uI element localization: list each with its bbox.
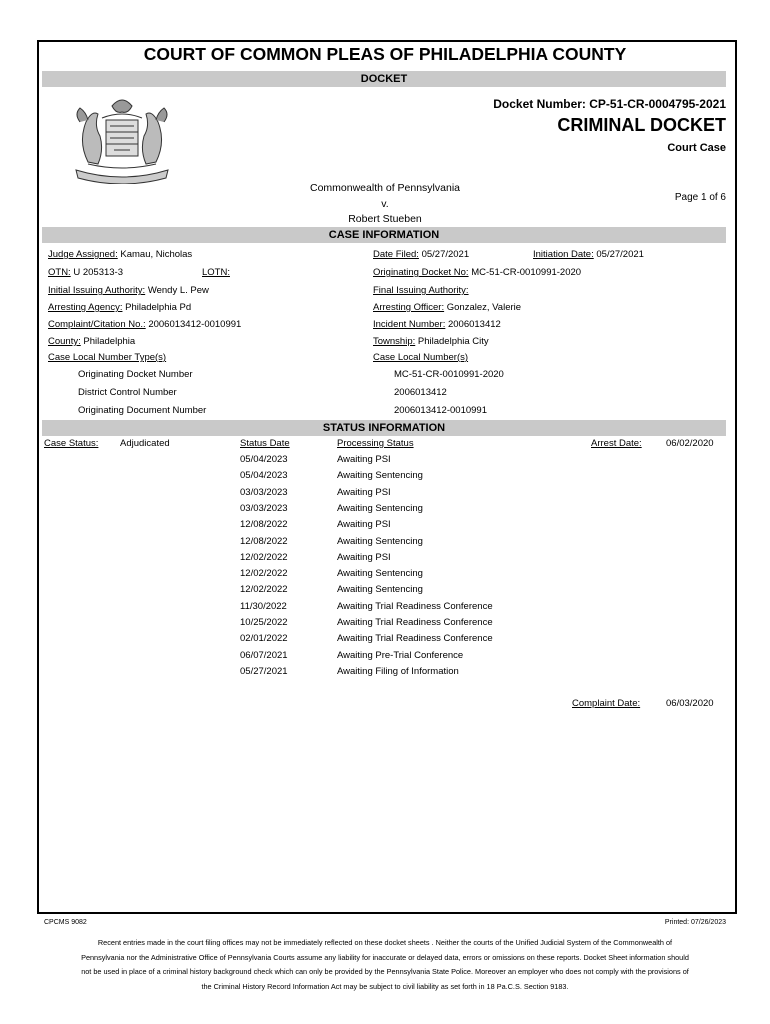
- docket-bar: DOCKET: [42, 71, 726, 87]
- status-date-cell: 10/25/2022: [240, 617, 288, 628]
- processing-status-cell: Awaiting Sentencing: [337, 568, 423, 580]
- status-date-header: Status Date: [240, 438, 290, 449]
- local-number: 2006013412: [394, 387, 447, 398]
- initiation-date-value: 05/27/2021: [596, 249, 644, 260]
- otn-value: U 205313-3: [73, 267, 123, 278]
- status-date-cell: 12/02/2022: [240, 551, 288, 563]
- processing-status-cell: Awaiting Trial Readiness Conference: [337, 633, 493, 645]
- judge-field: [48, 249, 192, 260]
- lotn-label: LOTN:: [202, 267, 230, 278]
- initial-authority-value: Wendy L. Pew: [147, 285, 209, 296]
- disclaimer: Recent entries made in the court filing offices may not be immediately reflected on these docket sheets . Neither the courts of the Unified Judicial System of the Commonwealth of Pennsylvania nor the Administrative Office of Pennsylvania Courts assume any liability for inaccurate or delayed data, errors or omissions on these reports. Docket Sheet information should not be used in place of a criminal history background check which can only be provided by the Pennsylvania State Police. Moreover an employer who does not comply with the provisions of the Criminal History Record Information Act may be subject to civil liability as set forth in 18 Pa.C.S. Section 9183.: [81, 938, 689, 991]
- county-field: [48, 336, 135, 347]
- case-type: Court Case: [667, 142, 726, 154]
- arresting-agency-label: Arresting Agency:: [48, 302, 123, 313]
- county-value: Philadelphia: [83, 336, 136, 347]
- otn-label: OTN:: [48, 267, 71, 278]
- judge-label: Judge Assigned:: [48, 249, 118, 260]
- local-number: MC-51-CR-0010991-2020: [394, 369, 504, 380]
- arresting-officer-label: Arresting Officer:: [373, 302, 445, 313]
- date-filed-value: 05/27/2021: [421, 249, 470, 260]
- processing-status-cell: Awaiting PSI: [337, 454, 391, 465]
- status-date-cell: 05/04/2023: [240, 470, 288, 482]
- status-date-cell: 12/08/2022: [240, 519, 288, 531]
- originating-docket-label: Originating Docket No:: [373, 267, 469, 278]
- judge-value: Kamau, Nicholas: [120, 249, 193, 260]
- initial-authority-label: Initial Issuing Authority:: [48, 285, 146, 296]
- status-date-cell: 03/03/2023: [240, 502, 288, 514]
- local-number-type: Originating Docket Number: [78, 369, 193, 380]
- status-date-cell: 03/03/2023: [240, 486, 288, 498]
- processing-status-cell: Awaiting Sentencing: [337, 584, 423, 596]
- page-indicator: Page 1 of 6: [674, 192, 726, 203]
- local-number-type-header: Case Local Number Type(s): [48, 352, 167, 363]
- status-date-cell: 12/02/2022: [240, 584, 288, 596]
- arresting-officer-value: Gonzalez, Valerie: [446, 302, 522, 313]
- status-date-cell: 05/04/2023: [240, 454, 288, 465]
- processing-status-cell: Awaiting Sentencing: [337, 470, 423, 482]
- township-value: Philadelphia City: [417, 336, 489, 347]
- arresting-agency-value: Philadelphia Pd: [125, 302, 192, 313]
- processing-status-cell: Awaiting Trial Readiness Conference: [337, 617, 493, 628]
- form-id: CPCMS 9082: [44, 919, 87, 926]
- processing-status-cell: Awaiting PSI: [337, 486, 391, 498]
- docket-number: Docket Number: CP-51-CR-0004795-2021: [493, 97, 726, 111]
- processing-status-cell: Awaiting Pre-Trial Conference: [337, 649, 464, 661]
- arrest-date-label: Arrest Date:: [591, 438, 642, 449]
- processing-status-cell: Awaiting PSI: [337, 519, 391, 531]
- complaint-date-label: Complaint Date:: [572, 698, 641, 709]
- originating-docket-value: MC-51-CR-0010991-2020: [471, 267, 582, 278]
- court-title: COURT OF COMMON PLEAS OF PHILADELPHIA COUNTY: [143, 44, 627, 64]
- docket-type: CRIMINAL DOCKET: [557, 115, 726, 135]
- initiation-date-field: [533, 249, 644, 260]
- initial-authority-field: [48, 285, 209, 296]
- caption-versus: v.: [381, 198, 389, 210]
- arresting-agency-field: [48, 302, 191, 313]
- arrest-date-value: 06/02/2020: [666, 438, 714, 449]
- processing-status-cell: Awaiting Filing of Information: [337, 665, 459, 677]
- processing-status-cell: Awaiting Trial Readiness Conference: [337, 600, 493, 612]
- status-date-cell: 11/30/2022: [240, 600, 287, 612]
- caption-defendant: Robert Stueben: [348, 213, 422, 225]
- status-date-cell: 05/27/2021: [240, 665, 288, 677]
- local-number-type: Originating Document Number: [78, 405, 207, 416]
- incident-number-label: Incident Number:: [373, 319, 446, 330]
- complaint-citation-label: Complaint/Citation No.:: [48, 319, 146, 330]
- processing-status-header: Processing Status: [337, 438, 414, 449]
- county-label: County:: [48, 336, 81, 347]
- status-information-bar: STATUS INFORMATION: [42, 420, 726, 436]
- processing-status-cell: Awaiting Sentencing: [337, 535, 423, 547]
- otn-field: [48, 267, 123, 278]
- case-information-bar: CASE INFORMATION: [42, 227, 726, 243]
- local-number-type: District Control Number: [78, 387, 177, 398]
- status-date-cell: 12/02/2022: [240, 568, 288, 580]
- processing-status-cell: Awaiting PSI: [337, 551, 391, 563]
- complaint-citation-field: [48, 319, 241, 330]
- status-date-cell: 06/07/2021: [240, 649, 288, 661]
- complaint-citation-value: 2006013412-0010991: [148, 319, 242, 330]
- printed-date: Printed: 07/26/2023: [664, 919, 726, 926]
- final-authority-label: Final Issuing Authority:: [373, 285, 469, 296]
- date-filed-field: [373, 249, 469, 260]
- date-filed-label: Date Filed:: [373, 249, 419, 260]
- case-status-label: Case Status:: [44, 438, 99, 449]
- status-date-cell: 02/01/2022: [240, 633, 288, 645]
- arresting-officer-field: [373, 302, 521, 313]
- initiation-date-label: Initiation Date:: [533, 249, 594, 260]
- caption-plaintiff: Commonwealth of Pennsylvania: [310, 182, 460, 194]
- processing-status-cell: Awaiting Sentencing: [337, 502, 423, 514]
- complaint-date-value: 06/03/2020: [666, 698, 714, 709]
- status-date-cell: 12/08/2022: [240, 535, 288, 547]
- incident-number-field: [373, 319, 501, 330]
- incident-number-value: 2006013412: [447, 319, 501, 330]
- township-field: [373, 336, 489, 347]
- case-status-value: Adjudicated: [120, 438, 170, 449]
- local-number: 2006013412-0010991: [394, 405, 487, 416]
- originating-docket-field: [373, 267, 581, 278]
- local-numbers-header: Case Local Number(s): [373, 352, 469, 363]
- pennsylvania-coat-of-arms-icon: [58, 92, 186, 184]
- township-label: Township:: [373, 336, 416, 347]
